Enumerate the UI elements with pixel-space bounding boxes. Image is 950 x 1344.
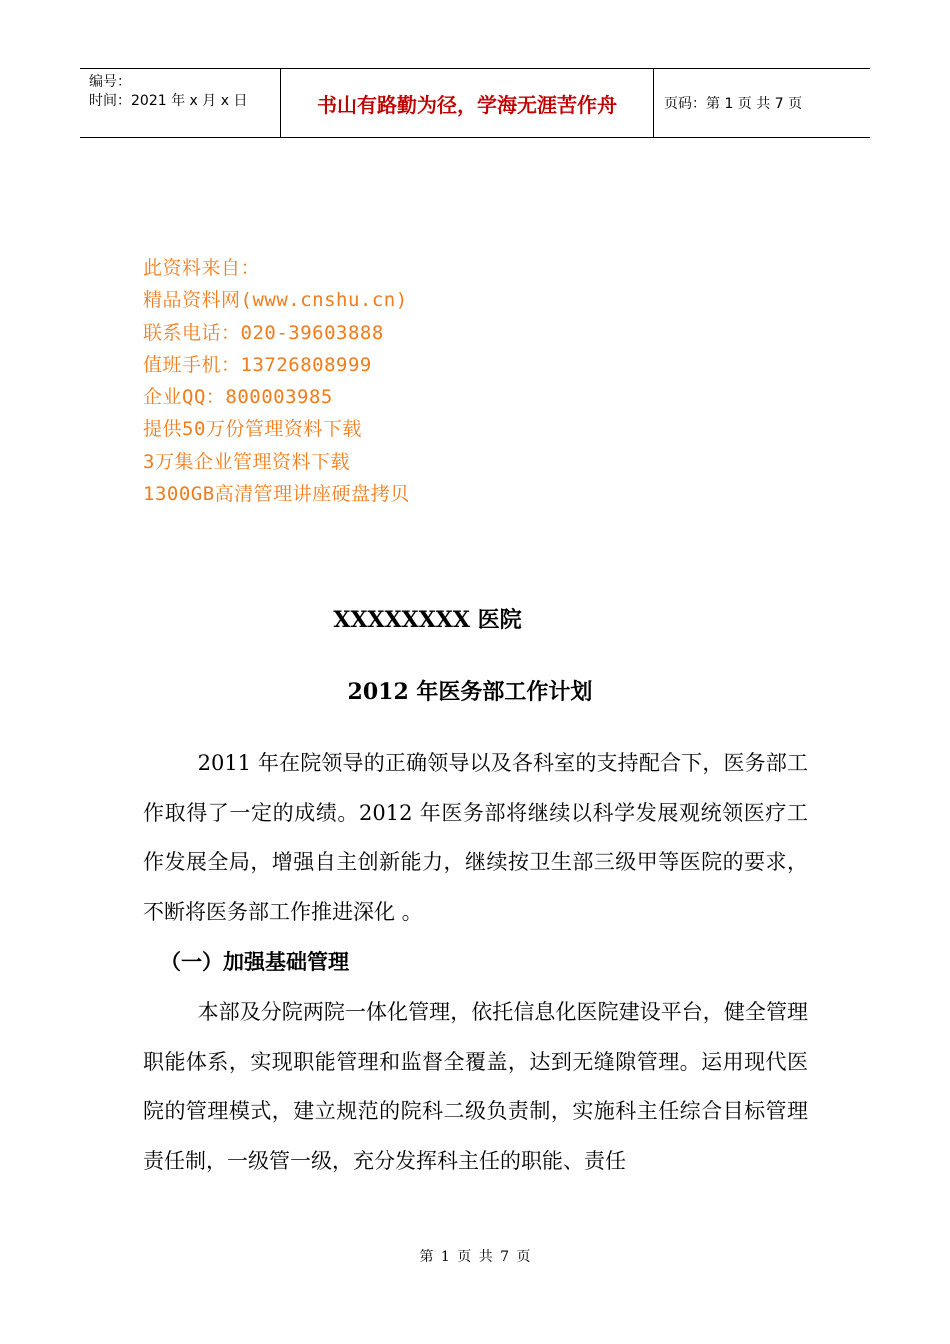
source-info-block — [143, 252, 410, 510]
page-footer: 第 1 页 共 7 页 — [419, 1249, 531, 1265]
page-header — [80, 68, 870, 138]
document-date-label: 时间：2021 年 x 月 x 日 — [89, 93, 248, 109]
source-line: 此资料来自： — [143, 257, 261, 279]
document-number-label: 编号： — [89, 74, 131, 90]
header-page-info: 页码：第 1 页 共 7 页 — [664, 96, 803, 112]
source-line: 3万集企业管理资料下载 — [143, 450, 350, 473]
body-paragraph: 2011 年在院领导的正确领导以及各科室的支持配合下，医务部工作取得了一定的成绩。2012 年医务部将继续以科学发展观统领医疗工作发展全局，增强自主创新能力，继续按卫生部三级甲等医院的要求，不断将医务部工作推进深化 。 — [143, 751, 808, 924]
source-line: 联系电话：020-39603888 — [143, 321, 384, 344]
section-heading: （一）加强基础管理 — [160, 949, 349, 974]
body-paragraph: 本部及分院两院一体化管理，依托信息化医院建设平台，健全管理职能体系，实现职能管理和监督全覆盖，达到无缝隙管理。运用现代医院的管理模式，建立规范的院科二级负责制，实施科主任综合目标管理责任制，一级管一级，充分发挥科主任的职能、责任 — [143, 1000, 808, 1173]
header-meta — [80, 69, 281, 137]
document-subtitle: 2012 年医务部工作计划 — [347, 679, 593, 705]
source-line: 提供50万份管理资料下载 — [143, 418, 362, 441]
source-line: 值班手机：13726808999 — [143, 353, 372, 376]
document-title: XXXXXXXX 医院 — [333, 607, 522, 633]
source-line: 企业QQ：800003985 — [143, 386, 333, 409]
source-line: 精品资料网(www.cnshu.cn) — [143, 289, 408, 312]
source-line: 1300GB高清管理讲座硬盘拷贝 — [143, 483, 410, 506]
header-motto: 书山有路勤为径，学海无涯苦作舟 — [281, 69, 654, 137]
